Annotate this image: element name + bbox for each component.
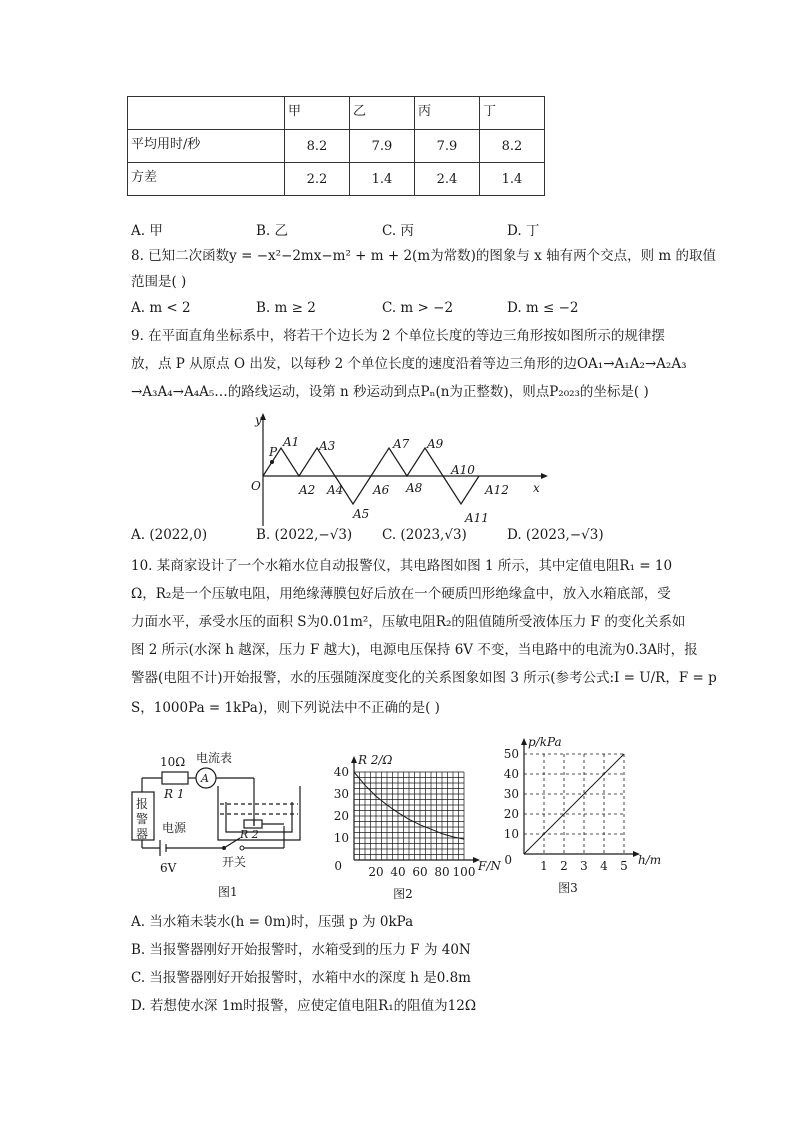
row-label: 平均用时/秒 xyxy=(128,130,285,163)
y-tick-label: 30 xyxy=(333,787,349,801)
ammeter-symbol: A xyxy=(201,772,209,785)
a10-label: A10 xyxy=(451,463,475,477)
q9-option-a: A. (2022,0) xyxy=(131,527,208,543)
y-tick-label: 10 xyxy=(503,827,519,841)
chart-caption: 图2 xyxy=(393,887,413,901)
origin-label: 0 xyxy=(334,859,342,873)
q8-option-a: A. m < 2 xyxy=(131,300,191,316)
q7-option-c: C. 丙 xyxy=(382,223,414,239)
q8-option-b: B. m ≥ 2 xyxy=(256,300,316,316)
a9-label: A9 xyxy=(427,437,444,451)
q9-zigzag-figure xyxy=(245,408,555,526)
r1-label: R 1 xyxy=(164,787,185,801)
table-cell: 7.9 xyxy=(350,130,415,163)
a11-label: A11 xyxy=(465,511,489,525)
q8-option-d: D. m ≤ −2 xyxy=(507,300,579,316)
q9-stem-line1: 9. 在平面直角坐标系中，将若干个边长为 2 个单位长度的等边三角形按如图所示的规律摆 xyxy=(131,328,665,344)
alarm-char-2: 警 xyxy=(136,812,149,826)
fig1-circuit-diagram xyxy=(124,744,308,904)
y-tick-label: 40 xyxy=(503,767,519,781)
r1-value: 10Ω xyxy=(160,755,186,769)
a1-label: A1 xyxy=(283,435,300,449)
q10-stem-line3: 力面水平，承受水压的面积 S为0.01m²，压敏电阻R₂的阻值随所受液体压力 F 的变化关系如 xyxy=(131,614,686,630)
r2-label: R 2 xyxy=(240,828,259,841)
y-axis-label: p/kPa xyxy=(528,735,562,749)
table-header: 丁 xyxy=(480,97,545,130)
x-tick-label: 4 xyxy=(600,859,608,873)
y-tick-label: 10 xyxy=(333,831,349,845)
x-axis-label: h/m xyxy=(638,853,662,867)
a3-label: A3 xyxy=(319,439,336,453)
a7-label: A7 xyxy=(393,437,410,451)
y-axis-arrow xyxy=(521,738,527,745)
y-label: y xyxy=(255,413,262,427)
y-tick-label: 20 xyxy=(333,809,349,823)
q10-stem-line6: S，1000Pa = 1kPa)，则下列说法中不正确的是( ) xyxy=(131,700,440,716)
x-label: x xyxy=(533,481,540,495)
q7-option-b: B. 乙 xyxy=(256,223,289,239)
table-cell xyxy=(128,97,285,130)
ammeter-label: 电流表 xyxy=(196,751,233,765)
table-row xyxy=(128,163,545,196)
series-line xyxy=(524,754,624,854)
switch-contact xyxy=(240,846,244,850)
q9-option-c: C. (2023,√3) xyxy=(382,527,467,543)
a12-label: A12 xyxy=(485,483,509,497)
table-cell: 7.9 xyxy=(415,130,480,163)
q9-option-d: D. (2023,−√3) xyxy=(507,527,604,543)
alarm-char-3: 器 xyxy=(136,827,149,841)
p-label: P xyxy=(269,445,278,459)
table-cell: 1.4 xyxy=(480,163,545,196)
x-tick-label: 100 xyxy=(452,865,476,879)
x-tick-label: 3 xyxy=(580,859,588,873)
q10-stem-line2: Ω，R₂是一个压敏电阻，用绝缘薄膜包好后放在一个硬质凹形绝缘盒中，放入水箱底部，受 xyxy=(131,586,671,602)
q10-option-a: A. 当水箱未装水(h = 0m)时，压强 p 为 0kPa xyxy=(131,914,414,930)
table-cell: 1.4 xyxy=(350,163,415,196)
table-header: 乙 xyxy=(350,97,415,130)
q9-stem-line3: →A₃A₄→A₄A₅…的路线运动，设第 n 秒运动到点Pₙ(n为正整数)，则点P₂₀₂₃的坐标是( ) xyxy=(131,384,649,400)
table-cell: 8.2 xyxy=(480,130,545,163)
y-tick-label: 30 xyxy=(503,787,519,801)
y-tick-label: 50 xyxy=(503,747,519,761)
switch-label: 开关 xyxy=(222,855,247,869)
a8-label: A8 xyxy=(406,481,423,495)
x-tick-label: 60 xyxy=(412,865,428,879)
scores-table xyxy=(127,96,545,196)
switch-pivot xyxy=(222,846,226,850)
x-tick-label: 1 xyxy=(540,859,548,873)
a4-label: A4 xyxy=(327,483,344,497)
q10-option-b: B. 当报警器刚好开始报警时，水箱受到的压力 F 为 40N xyxy=(131,942,471,958)
x-tick-label: 40 xyxy=(390,865,406,879)
q8-stem-line2: 范围是( ) xyxy=(131,274,187,290)
table-cell: 2.4 xyxy=(415,163,480,196)
x-axis-label: F/N xyxy=(478,859,501,873)
y-axis-arrow xyxy=(351,756,357,763)
table-row xyxy=(128,97,545,130)
origin-label: O xyxy=(251,479,261,493)
table-cell: 8.2 xyxy=(285,130,350,163)
x-tick-label: 2 xyxy=(560,859,568,873)
a6-label: A6 xyxy=(373,483,390,497)
r2-resistor xyxy=(244,820,262,828)
voltage-label: 6V xyxy=(160,861,177,875)
q10-option-c: C. 当报警器刚好开始报警时，水箱中水的深度 h 是0.8m xyxy=(131,970,471,986)
alarm-char-1: 报 xyxy=(136,797,149,811)
table-row xyxy=(128,130,545,163)
x-tick-label: 20 xyxy=(368,865,384,879)
q7-option-d: D. 丁 xyxy=(507,223,540,239)
x-axis-arrow xyxy=(541,473,548,479)
fig3-chart xyxy=(500,730,670,900)
a2-label: A2 xyxy=(299,483,316,497)
fig1-caption: 图1 xyxy=(218,885,238,899)
point-p xyxy=(270,460,274,464)
q8-stem-line1: 8. 已知二次函数y = −x²−2mx−m² + m + 2(m为常数)的图象与 x 轴有两个交点，则 m 的取值 xyxy=(131,248,716,264)
q10-stem-line5: 警器(电阻不计)开始报警，水的压强随深度变化的关系图象如图 3 所示(参考公式:I = U/R，F = p xyxy=(131,670,717,686)
fig2-chart xyxy=(330,742,510,907)
q10-stem-line4: 图 2 所示(水深 h 越深，压力 F 越大)，电源电压保持 6V 不变，当电路中的电流为0.3A时，报 xyxy=(131,642,698,658)
q10-stem-line1: 10. 某商家设计了一个水箱水位自动报警仪，其电路图如图 1 所示，其中定值电阻R₁ = 10 xyxy=(131,558,673,574)
a5-label: A5 xyxy=(353,507,370,521)
table-cell: 2.2 xyxy=(285,163,350,196)
y-axis-label: R 2/Ω xyxy=(358,753,393,767)
source-label: 电源 xyxy=(162,821,187,835)
table-header: 丙 xyxy=(415,97,480,130)
x-tick-label: 80 xyxy=(434,865,450,879)
chart-caption: 图3 xyxy=(558,881,578,895)
q8-option-c: C. m > −2 xyxy=(382,300,454,316)
q9-option-b: B. (2022,−√3) xyxy=(256,527,353,543)
q9-stem-line2: 放，点 P 从原点 O 出发，以每秒 2 个单位长度的速度沿着等边三角形的边OA₁→A₁A₂→A₂A₃ xyxy=(131,356,687,372)
y-tick-label: 40 xyxy=(333,765,349,779)
row-label: 方差 xyxy=(128,163,285,196)
x-tick-label: 5 xyxy=(620,859,628,873)
y-tick-label: 20 xyxy=(503,807,519,821)
table-header: 甲 xyxy=(285,97,350,130)
q10-option-d: D. 若想使水深 1m时报警，应使定值电阻R₁的阻值为12Ω xyxy=(131,998,477,1014)
r1-resistor xyxy=(162,772,188,784)
origin-label: 0 xyxy=(504,853,512,867)
q7-option-a: A. 甲 xyxy=(131,223,163,239)
